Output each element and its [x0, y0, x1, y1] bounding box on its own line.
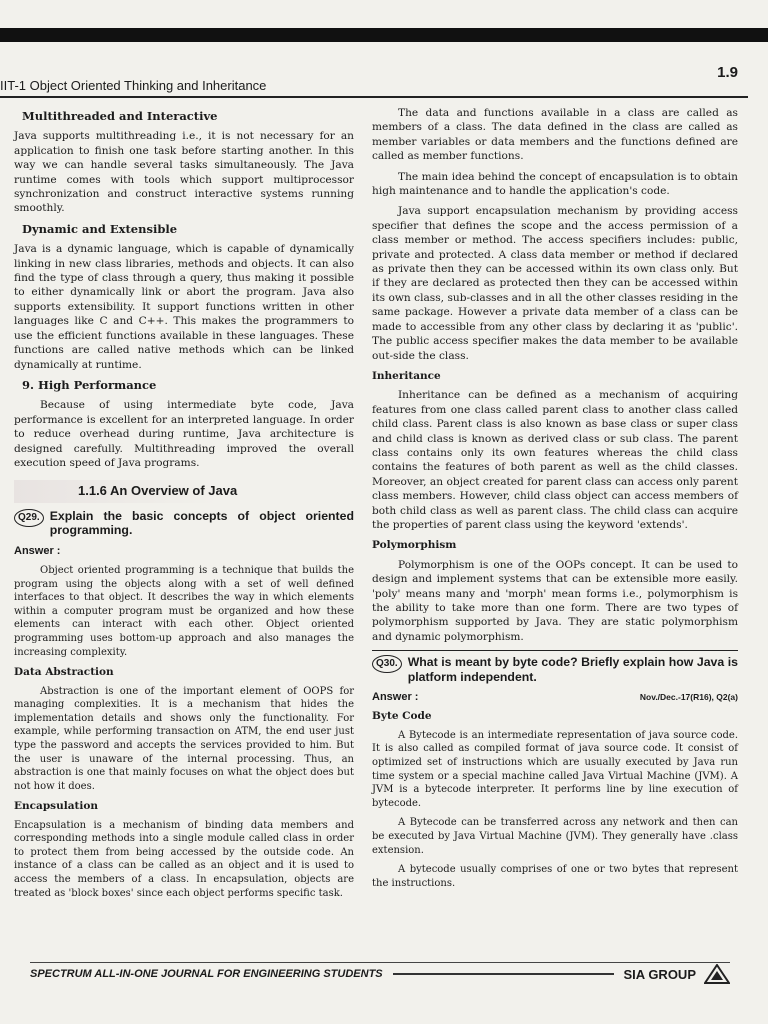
- paragraph-multithreaded: Java supports multithreading i.e., it is not necessary for an application to finish one task before starting another. In this way we can handle several tasks simultaneously. The Java runtime comes with tools which support multiprocessor synchronization and construct interactive systems running smoothly.: [14, 130, 354, 215]
- publisher-name: SIA GROUP: [623, 966, 696, 982]
- question-number: Q29.: [14, 509, 44, 527]
- heading-polymorphism: Polymorphism: [372, 539, 457, 552]
- paragraph-bytecode-1: A Bytecode is an intermediate representation of java source code. It is also called as compiled format of java source code. It consist of optimized set of instructions which are usually executed by Java run time system or a special machine called Java Virtual Machine (JVM). A JVM is a bytecode interpreter. It performs line by line execution of bytecode.: [372, 729, 738, 809]
- paragraph-members: The data and functions available in a class are called as members of a class. The data defined in the class are called as member variables or data members and the functions defined are called as member functions.: [372, 107, 738, 163]
- heading-performance: 9. High Performance: [22, 377, 157, 392]
- paragraph-encap-idea: The main idea behind the concept of encapsulation is to obtain high maintenance and to handle the application's code.: [372, 170, 738, 198]
- journal-name: SPECTRUM ALL-IN-ONE JOURNAL FOR ENGINEERING STUDENTS: [30, 968, 383, 980]
- footer-rule: [393, 973, 614, 975]
- heading-inheritance: Inheritance: [372, 369, 441, 382]
- heading-bytecode: Byte Code: [372, 710, 432, 723]
- unit-title: IIT-1 Object Oriented Thinking and Inheritance: [0, 78, 267, 93]
- page-number: 1.9: [717, 64, 738, 81]
- section-title: 1.1.6 An Overview of Java: [14, 480, 354, 502]
- heading-abstraction: Data Abstraction: [14, 666, 114, 679]
- paragraph-access-specifiers: Java support encapsulation mechanism by providing access specifier that defines the scope and the access permission of a class member or method. The access specifiers includes: public, private and protected. A class data member or method if declared as private then they can be accessed within its own class only. But if they are declared as protected then they can be accessed within its own class, sub-classes and in all the other classes residing in the same package. However a private data member of a class can be made to accessible from any other class by declaring it as 'public'. The public access specifier makes the data member to be available out-side the class.: [372, 205, 738, 362]
- paragraph-abstraction: Abstraction is one of the important element of OOPS for managing complexities. It is a mechanism that hides the implementation details and shows only the functionality. For example, while performing transaction on ATM, the end user just type the password and accepts the services provided to him. But the user is unaware of the internal processing. Thus, an abstraction is one that mainly focuses on what the object does but not how it does.: [14, 685, 354, 792]
- answer-label: Answer :: [14, 544, 61, 557]
- paragraph-bytecode-2: A Bytecode can be transferred across any network and then can be executed by Java Virtual Machine (JVM). They generally have .class extension.: [372, 817, 738, 856]
- question-29: [14, 509, 354, 538]
- paragraph-encapsulation: Encapsulation is a mechanism of binding data members and corresponding methods into a single module called class in order to protect them from being accessed by the outside code. An instance of a class can be called as an object and it is used to access the members of a class. In encapsulation, objects are treated as 'block boxes' since each object performs specific task.: [14, 819, 354, 899]
- question-30: [372, 650, 738, 684]
- question-number: Q30.: [372, 655, 402, 673]
- question-meta: Nov./Dec.-17(R16), Q2(a): [639, 692, 738, 703]
- right-column: [372, 106, 738, 896]
- paragraph-bytecode-3: A bytecode usually comprises of one or two bytes that represent the instructions.: [372, 864, 738, 889]
- paragraph-dynamic: Java is a dynamic language, which is capable of dynamically linking in new class libraries, methods and objects. It can also find the type of class through a query, thus making it possible to either dynamically link or abort the program. Java also supports extensibility. It support functions written in other languages like C and C++. This makes the programmers to use the efficient functions available in these languages. These functions are called native methods which can be linked dynamically at runtime.: [14, 243, 354, 371]
- page-header: [0, 62, 748, 98]
- left-column: [14, 106, 354, 906]
- paragraph-inheritance: Inheritance can be defined as a mechanism of acquiring features from one class called parent class to another class called child class. Parent class is also known as base class or super class and child class is known as derived class or sub class. The parent class contains only its own features whereas the child class contains the features of both parent as well as the child classes. Moreover, an object created for parent class can access only parent class members. However, child class object can access members of both child class as well as parent class. The child class can acquire the properties of parent class using the keyword 'extends'.: [372, 389, 738, 531]
- heading-encapsulation: Encapsulation: [14, 800, 98, 813]
- page-footer: [30, 962, 730, 985]
- answer-label: Answer :: [372, 691, 419, 704]
- question-text: What is meant by byte code? Briefly explain how Java is platform independent.: [407, 655, 738, 684]
- top-black-band: [0, 28, 768, 42]
- paragraph-polymorphism: Polymorphism is one of the OOPs concept. It can be used to design and implement systems that can be extensible more easily. 'poly' means many and 'morph' mean forms i.e., polymorphism is the ability to take more than one form. There are two types of polymorphism supported by Java. They are static polymorphism and dynamic polymorphism.: [372, 558, 738, 643]
- heading-multithreaded: Multithreaded and Interactive: [22, 109, 218, 123]
- publisher-logo-icon: [704, 964, 730, 984]
- answer-line: [372, 690, 738, 704]
- paragraph-performance: Because of using intermediate byte code, Java performance is excellent for an interpreted language. In order to reduce overhead during runtime, Java architecture is designed carefully. Multithreading improved the overall execution speed of Java programs.: [14, 399, 354, 469]
- heading-dynamic: Dynamic and Extensible: [22, 221, 178, 236]
- paragraph-oop: Object oriented programming is a technique that builds the program using the objects along with a set of well defined interfaces to that object. It describes the way in which elements within a computer program must be organized and how these elements can interact with each other. Object oriented programming uses bottom-up approach and also manages the increasing complexity.: [14, 564, 354, 658]
- question-text: Explain the basic concepts of object oriented programming.: [49, 508, 354, 538]
